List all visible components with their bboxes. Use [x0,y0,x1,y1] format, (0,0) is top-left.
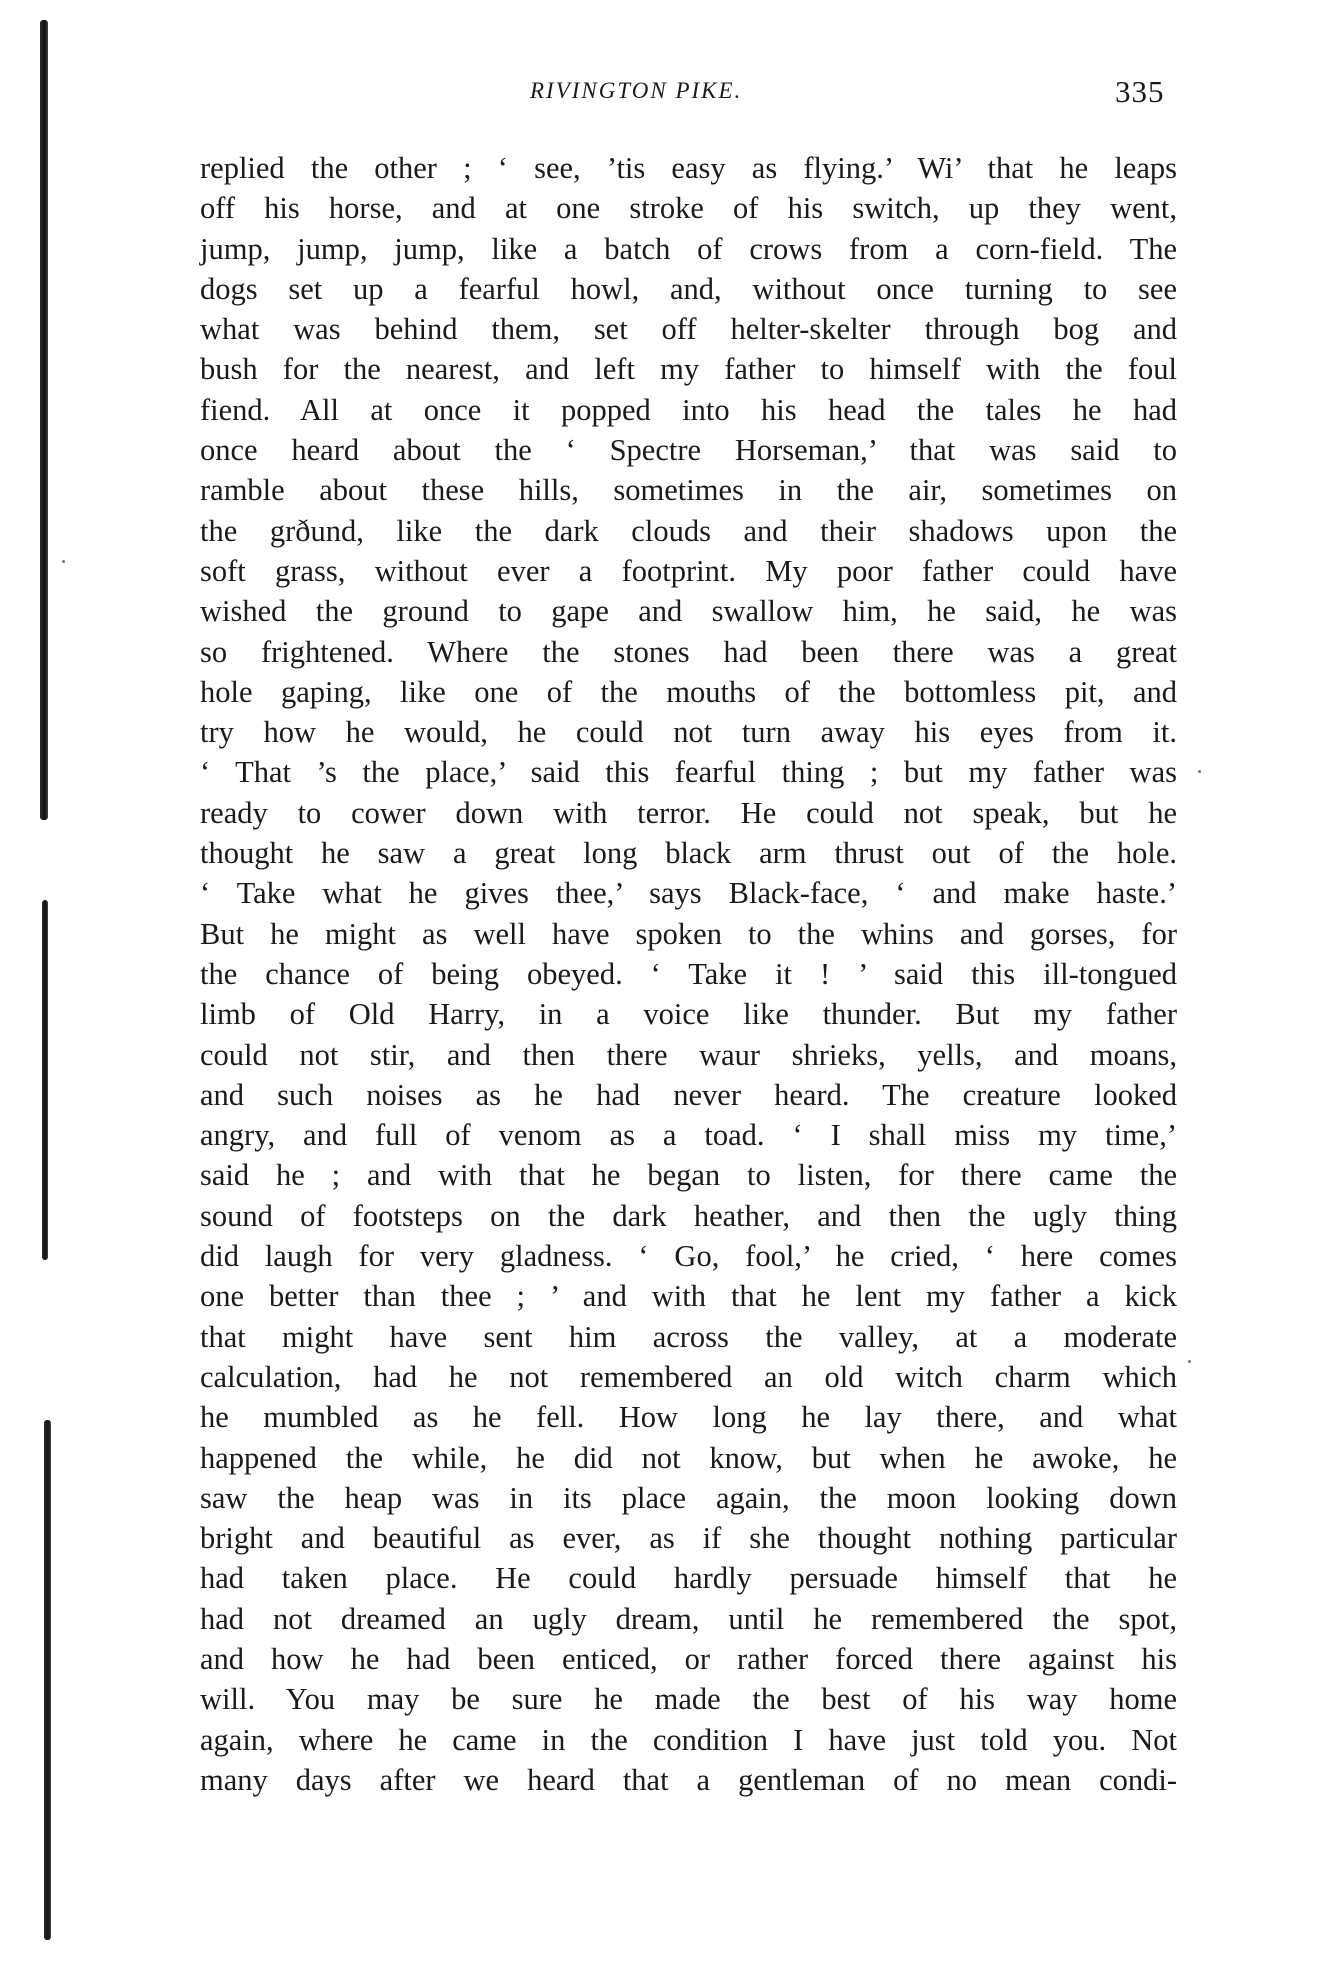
text-line: had not dreamed an ugly dream, until he remembered the spot, [200,1601,1177,1636]
running-head: RIVINGTON PIKE. [530,78,743,103]
text-line: one better than thee ; ’ and with that he lent my father a kick [200,1279,1177,1314]
page-number: 335 [1115,74,1165,109]
text-line: saw the heap was in its place again, the moon looking down [200,1480,1177,1515]
page-binding-edge [42,900,48,1260]
paper-speck [1188,1360,1191,1363]
text-line: sound of footsteps on the dark heather, and then the ugly thing [200,1198,1177,1233]
text-line: could not stir, and then there waur shrieks, yells, and moans, [200,1037,1177,1072]
body-text [200,148,1177,1800]
text-line: ramble about these hills, sometimes in the air, sometimes on [200,473,1177,508]
text-line: once heard about the ‘ Spectre Horseman,’ that was said to [200,433,1177,468]
text-line: calculation, had he not remembered an old witch charm which [200,1359,1177,1394]
text-line: he mumbled as he fell. How long he lay there, and what [200,1400,1177,1435]
page-binding-edge [40,20,48,820]
text-line: hole gaping, like one of the mouths of the bottomless pit, and [200,674,1177,709]
text-line: But he might as well have spoken to the whins and gorses, for [200,916,1177,951]
text-line: try how he would, he could not turn away his eyes from it. [200,715,1177,750]
text-line: will. You may be sure he made the best of his way home [200,1682,1177,1717]
text-line: ready to cower down with terror. He could not speak, but he [200,795,1177,830]
text-line: angry, and full of venom as a toad. ‘ I shall miss my time,’ [200,1118,1177,1153]
text-line: jump, jump, jump, like a batch of crows from a corn-field. The [200,231,1177,266]
text-line: the chance of being obeyed. ‘ Take it ! ’ said this ill-tongued [200,956,1177,991]
text-line: what was behind them, set off helter-skelter through bog and [200,312,1177,347]
text-line: bright and beautiful as ever, as if she thought nothing particular [200,1521,1177,1556]
text-line: bush for the nearest, and left my father to himself with the foul [200,352,1177,387]
text-line: thought he saw a great long black arm thrust out of the hole. [200,836,1177,871]
text-line: the grðund, like the dark clouds and their shadows upon the [200,513,1177,548]
text-line-last: many days after we heard that a gentleman of no mean condi- [200,1762,1177,1797]
text-line: replied the other ; ‘ see, ’tis easy as flying.’ Wi’ that he leaps [200,151,1177,185]
text-line: so frightened. Where the stones had been there was a great [200,634,1177,669]
text-line: limb of Old Harry, in a voice like thunder. But my father [200,997,1177,1032]
text-line: wished the ground to gape and swallow him, he said, he was [200,594,1177,629]
text-line: fiend. All at once it popped into his head the tales he had [200,392,1177,427]
text-line: and how he had been enticed, or rather forced there against his [200,1641,1177,1676]
text-line: ‘ That ’s the place,’ said this fearful thing ; but my father was [200,755,1177,790]
text-line: happened the while, he did not know, but when he awoke, he [200,1440,1177,1475]
text-line: said he ; and with that he began to listen, for there came the [200,1158,1177,1193]
text-line: soft grass, without ever a footprint. My poor father could have [200,553,1177,588]
page-binding-edge [44,1420,51,1940]
paper-speck [1198,770,1201,773]
text-line: again, where he came in the condition I have just told you. Not [200,1722,1177,1757]
text-line: off his horse, and at one stroke of his switch, up they went, [200,191,1177,226]
text-line: had taken place. He could hardly persuade himself that he [200,1561,1177,1596]
text-line: dogs set up a fearful howl, and, without once turning to see [200,271,1177,306]
text-line: that might have sent him across the valley, at a moderate [200,1319,1177,1354]
paper-speck [62,560,65,563]
text-line: and such noises as he had never heard. The creature looked [200,1077,1177,1112]
text-line: ‘ Take what he gives thee,’ says Black-face, ‘ and make haste.’ [200,876,1177,911]
text-line: did laugh for very gladness. ‘ Go, fool,’ he cried, ‘ here comes [200,1239,1177,1274]
